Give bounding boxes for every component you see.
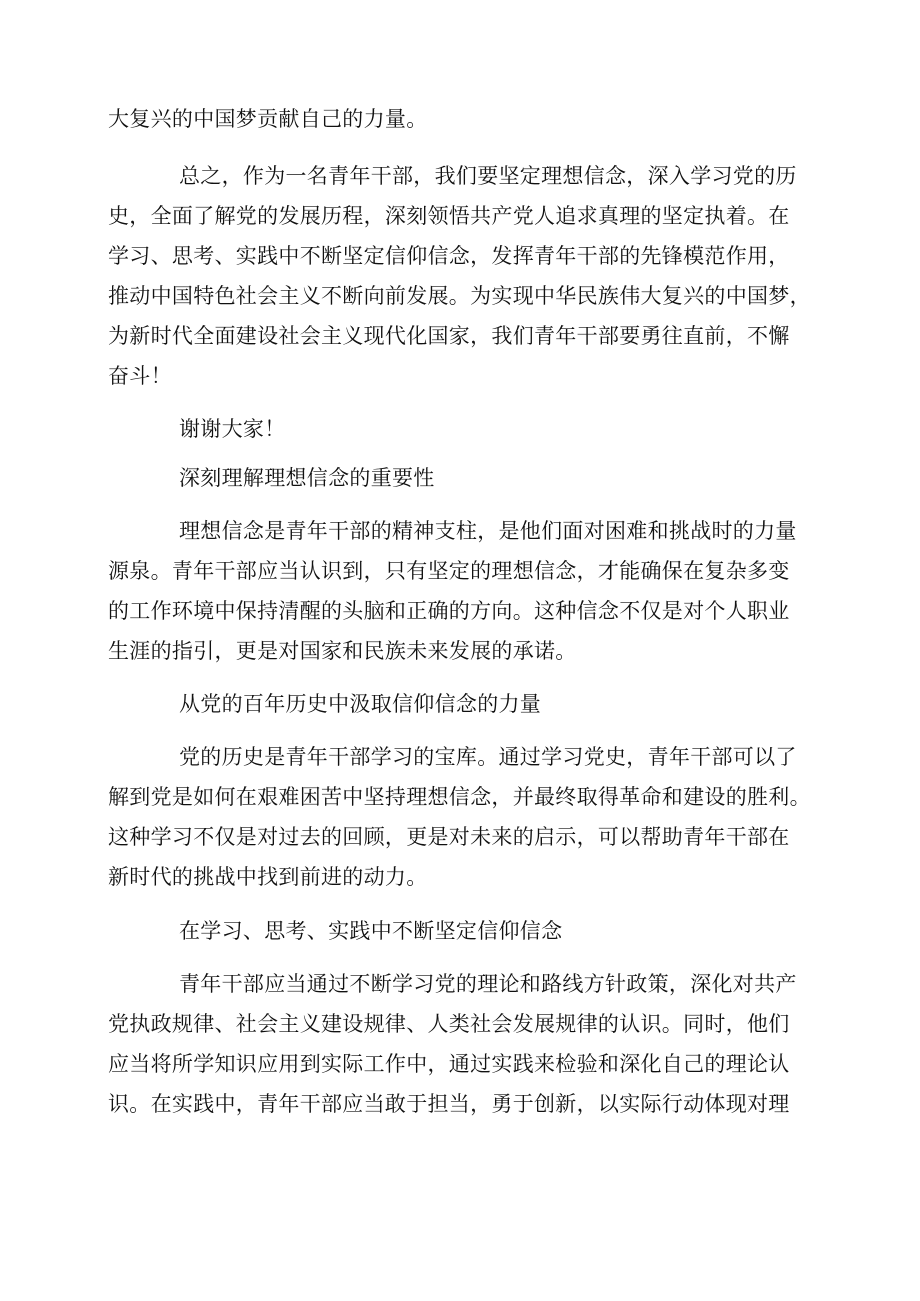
paragraph-2-line-5: 为新时代全面建设社会主义现代化国家，我们青年干部要勇往直前，不懈 xyxy=(108,324,790,348)
paragraph-2-line-1: 总之，作为一名青年干部，我们要坚定理想信念，深入学习党的历 xyxy=(179,164,797,188)
paragraph-9-line-1: 青年干部应当通过不断学习党的理论和路线方针政策，深化对共产 xyxy=(179,972,797,996)
heading-practice: 在学习、思考、实践中不断坚定信仰信念 xyxy=(179,919,563,943)
paragraph-2-line-4: 推动中国特色社会主义不断向前发展。为实现中华民族伟大复兴的中国梦， xyxy=(108,284,811,308)
thanks-line: 谢谢大家！ xyxy=(179,417,286,441)
heading-history: 从党的百年历史中汲取信仰信念的力量 xyxy=(179,692,542,716)
paragraph-2-line-2: 史，全面了解党的发展历程，深刻领悟共产党人追求真理的坚定执着。在 xyxy=(108,204,790,228)
paragraph-5-line-2: 源泉。青年干部应当认识到，只有坚定的理想信念，才能确保在复杂多变 xyxy=(108,559,790,583)
paragraph-5-line-4: 生涯的指引，更是对国家和民族未来发展的承诺。 xyxy=(108,639,577,663)
paragraph-5-line-1: 理想信念是青年干部的精神支柱，是他们面对困难和挑战时的力量 xyxy=(179,519,797,543)
paragraph-7-line-2: 解到党是如何在艰难困苦中坚持理想信念，并最终取得革命和建设的胜利。 xyxy=(108,785,811,809)
paragraph-1-line-1: 大复兴的中国梦贡献自己的力量。 xyxy=(108,107,428,131)
paragraph-9-line-4: 识。在实践中，青年干部应当敢于担当，勇于创新，以实际行动体现对理 xyxy=(108,1092,790,1116)
paragraph-2-line-3: 学习、思考、实践中不断坚定信仰信念，发挥青年干部的先锋模范作用， xyxy=(108,244,790,268)
paragraph-9-line-2: 党执政规律、社会主义建设规律、人类社会发展规律的认识。同时，他们 xyxy=(108,1012,790,1036)
paragraph-7-line-1: 党的历史是青年干部学习的宝库。通过学习党史，青年干部可以了 xyxy=(179,745,797,769)
paragraph-9-line-3: 应当将所学知识应用到实际工作中，通过实践来检验和深化自己的理论认 xyxy=(108,1052,790,1076)
paragraph-5-line-3: 的工作环境中保持清醒的头脑和正确的方向。这种信念不仅是对个人职业 xyxy=(108,599,790,623)
heading-importance: 深刻理解理想信念的重要性 xyxy=(179,466,435,490)
paragraph-7-line-4: 新时代的挑战中找到前进的动力。 xyxy=(108,865,428,889)
paragraph-2-line-6: 奋斗！ xyxy=(108,364,172,388)
paragraph-7-line-3: 这种学习不仅是对过去的回顾，更是对未来的启示，可以帮助青年干部在 xyxy=(108,825,790,849)
